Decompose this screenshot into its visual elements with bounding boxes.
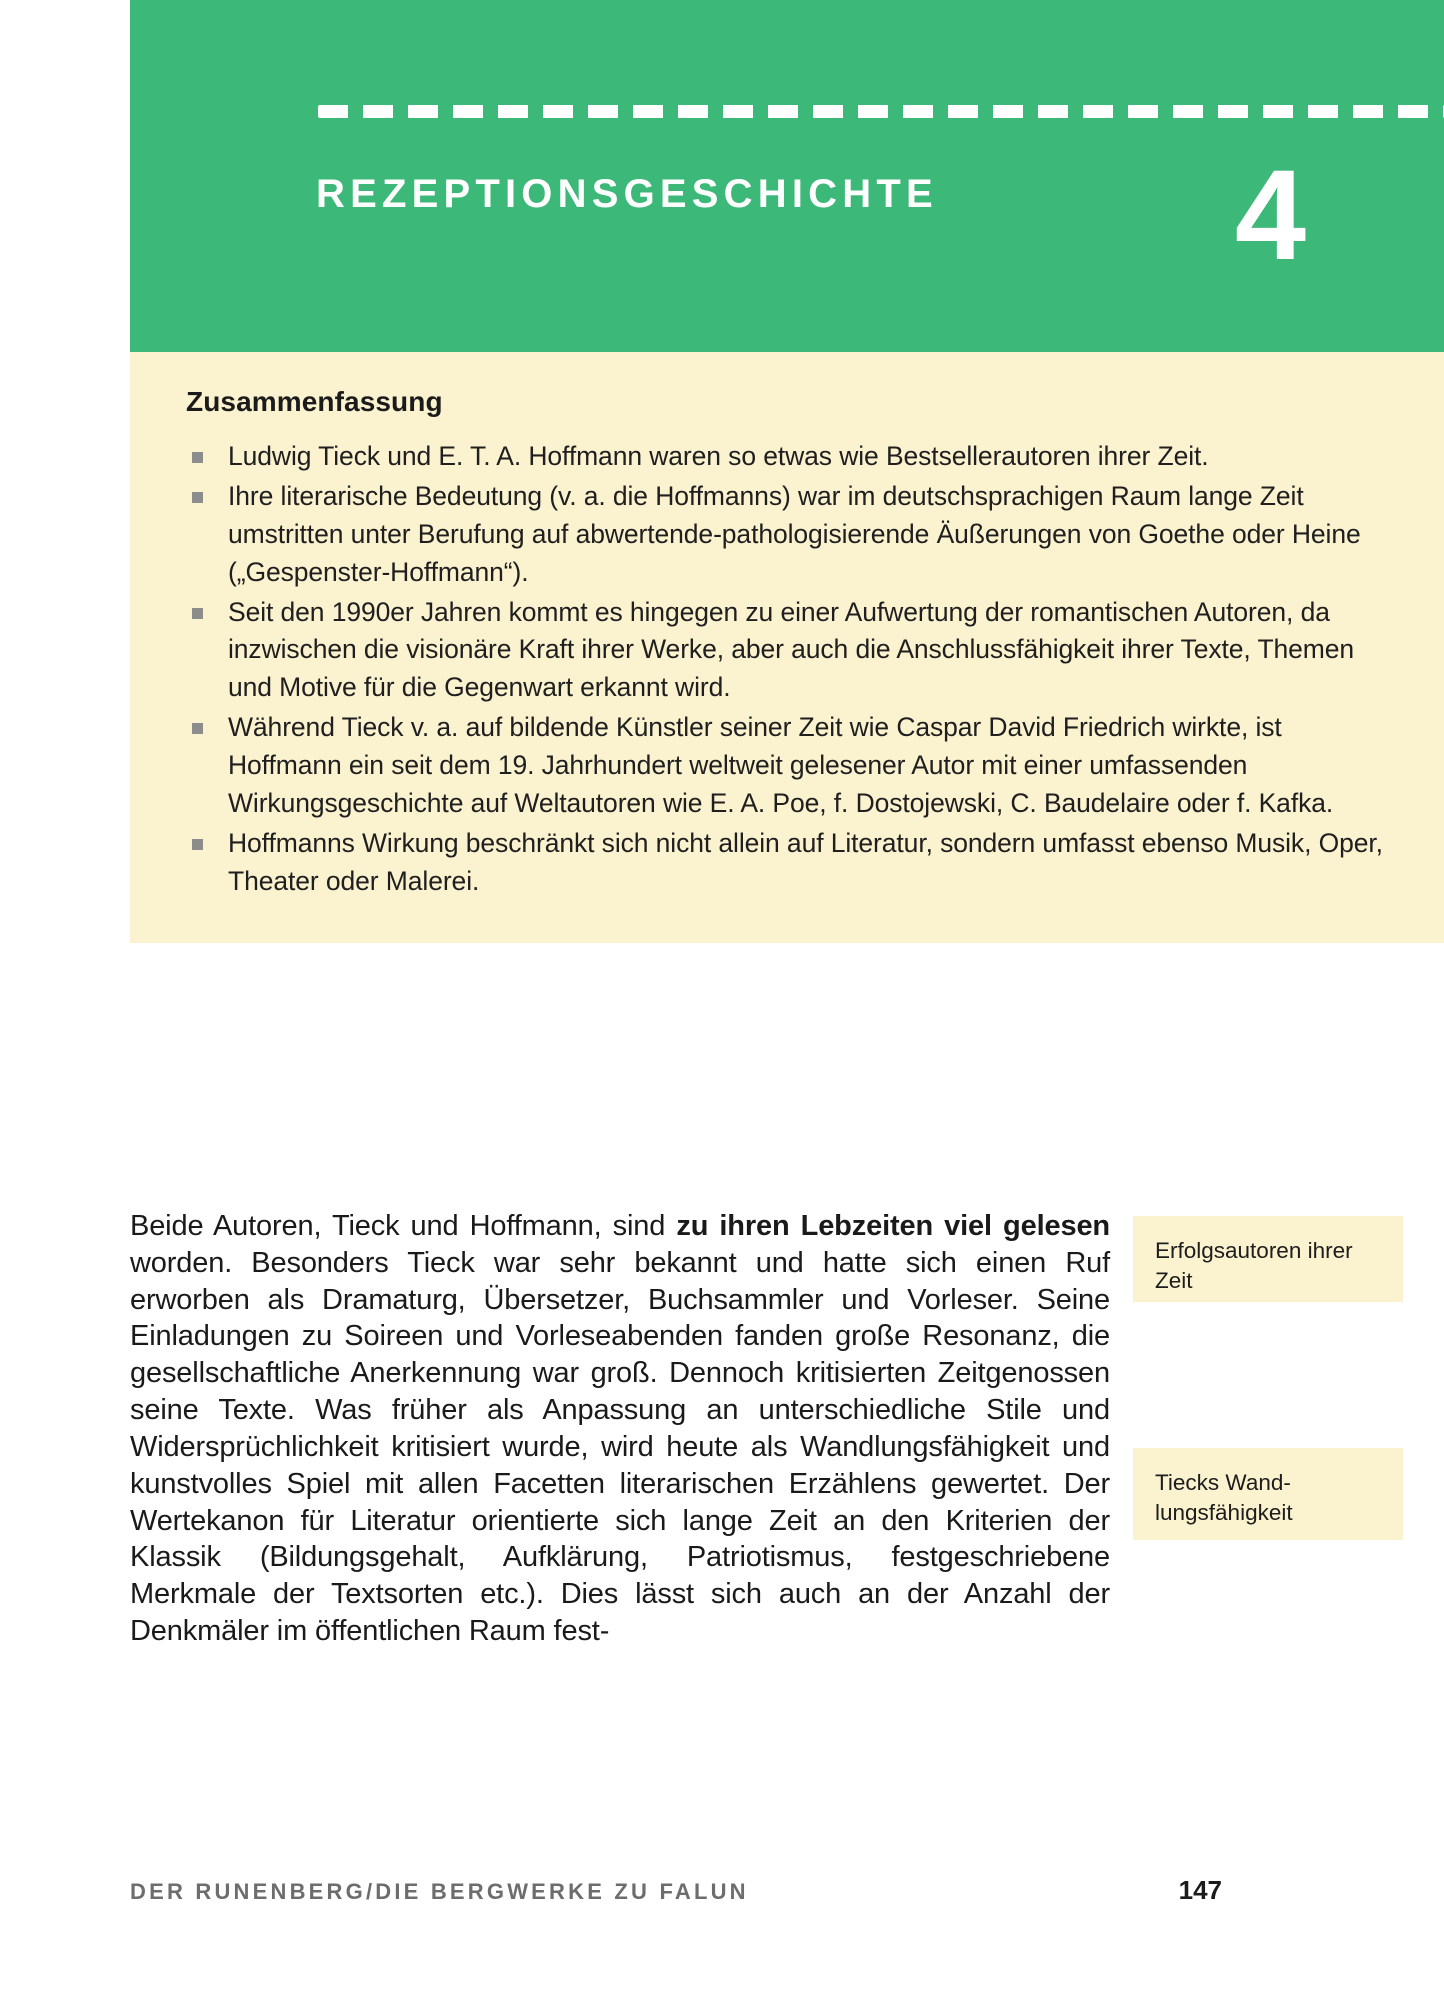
square-bullet-icon bbox=[192, 723, 203, 734]
list-item bbox=[186, 709, 1388, 823]
summary-box bbox=[130, 352, 1444, 943]
summary-list bbox=[186, 438, 1388, 901]
body-paragraph bbox=[130, 1208, 1110, 1650]
dashed-rule-decoration bbox=[318, 105, 1444, 118]
chapter-header-band bbox=[130, 0, 1444, 352]
square-bullet-icon bbox=[192, 839, 203, 850]
list-item-text: Während Tieck v. a. auf bildende Künstler seiner Zeit wie Caspar David Friedrich wirkte, ist Hoffmann ein seit dem 19. Jahrhundert weltweit gelesener Autor mit einer umfassenden Wirkungsgeschichte auf Weltautoren wie E. A. Poe, f. Dostojewski, C. Baudelaire oder f. Kafka. bbox=[228, 712, 1334, 819]
footer-page-number: 147 bbox=[1178, 1875, 1222, 1905]
list-item-text: Hoffmanns Wirkung beschränkt sich nicht allein auf Literatur, sondern umfasst ebenso Musik, Oper, Theater oder Malerei. bbox=[228, 827, 1383, 896]
body-text-column bbox=[130, 1208, 1110, 1650]
margin-note-text: Erfolgsautoren ihrer Zeit bbox=[1155, 1238, 1353, 1293]
summary-heading: Zusammenfassung bbox=[186, 386, 443, 417]
paragraph-rest-text: worden. Besonders Tieck war sehr bekannt und hatte sich einen Ruf erworben als Dramaturg, Übersetzer, Buchsammler und Vorleser. Seine Einladungen zu Soireen und Vorleseabenden fanden große Resonanz, die gesellschaftliche Anerkennung war groß. Dennoch kritisierten Zeitgenossen seine Texte. Was früher als Anpassung an unterschiedliche Stile und Widersprüchlichkeit kritisiert wurde, wird heute als Wandlungsfähigkeit und kunstvolles Spiel mit allen Facetten literarischen Erzählens gewertet. Der Wertekanon für Literatur orientierte sich lange Zeit an den Kriterien der Klassik (Bildungsgehalt, Aufklärung, Patriotismus, festgeschriebene Merkmale der Textsorten etc.). Dies lässt sich auch an der Anzahl der Denkmäler im öffentlichen Raum fest- bbox=[130, 1246, 1110, 1648]
list-item-text: Ihre literarische Bedeutung (v. a. die Hoffmanns) war im deutschsprachigen Raum lange Zeit umstritten unter Berufung auf abwertende-pathologisierende Äußerungen von Goethe oder Heine („Gespenster-Hoffmann“). bbox=[228, 480, 1361, 587]
square-bullet-icon bbox=[192, 452, 203, 463]
paragraph-lead-text: Beide Autoren, Tieck und Hoffmann, sind bbox=[130, 1210, 677, 1242]
margin-note-text: Tiecks Wand- lungsfähigkeit bbox=[1155, 1470, 1293, 1525]
list-item-text: Ludwig Tieck und E. T. A. Hoffmann waren so etwas wie Bestsellerautoren ihrer Zeit. bbox=[228, 441, 1209, 471]
page-footer bbox=[130, 1875, 1310, 1906]
chapter-number: 4 bbox=[1234, 144, 1306, 287]
list-item bbox=[186, 594, 1388, 708]
footer-running-title: DER RUNENBERG/DIE BERGWERKE ZU FALUN bbox=[130, 1879, 749, 1904]
list-item bbox=[186, 438, 1388, 476]
square-bullet-icon bbox=[192, 608, 203, 619]
margin-note-wandlungsfaehigkeit bbox=[1133, 1448, 1403, 1540]
list-item bbox=[186, 478, 1388, 592]
square-bullet-icon bbox=[192, 492, 203, 503]
list-item bbox=[186, 825, 1388, 901]
margin-note-erfolgsautoren bbox=[1133, 1216, 1403, 1302]
list-item-text: Seit den 1990er Jahren kommt es hingegen zu einer Aufwertung der romantischen Autoren, da inzwischen die visionäre Kraft ihrer Werke, aber auch die Anschlussfähigkeit ihrer Texte, Themen und Motive für die Gegenwart erkannt wird. bbox=[228, 596, 1355, 703]
chapter-title: REZEPTIONSGESCHICHTE bbox=[316, 172, 938, 216]
paragraph-bold-phrase: zu ihren Lebzeiten viel gelesen bbox=[676, 1210, 1110, 1242]
